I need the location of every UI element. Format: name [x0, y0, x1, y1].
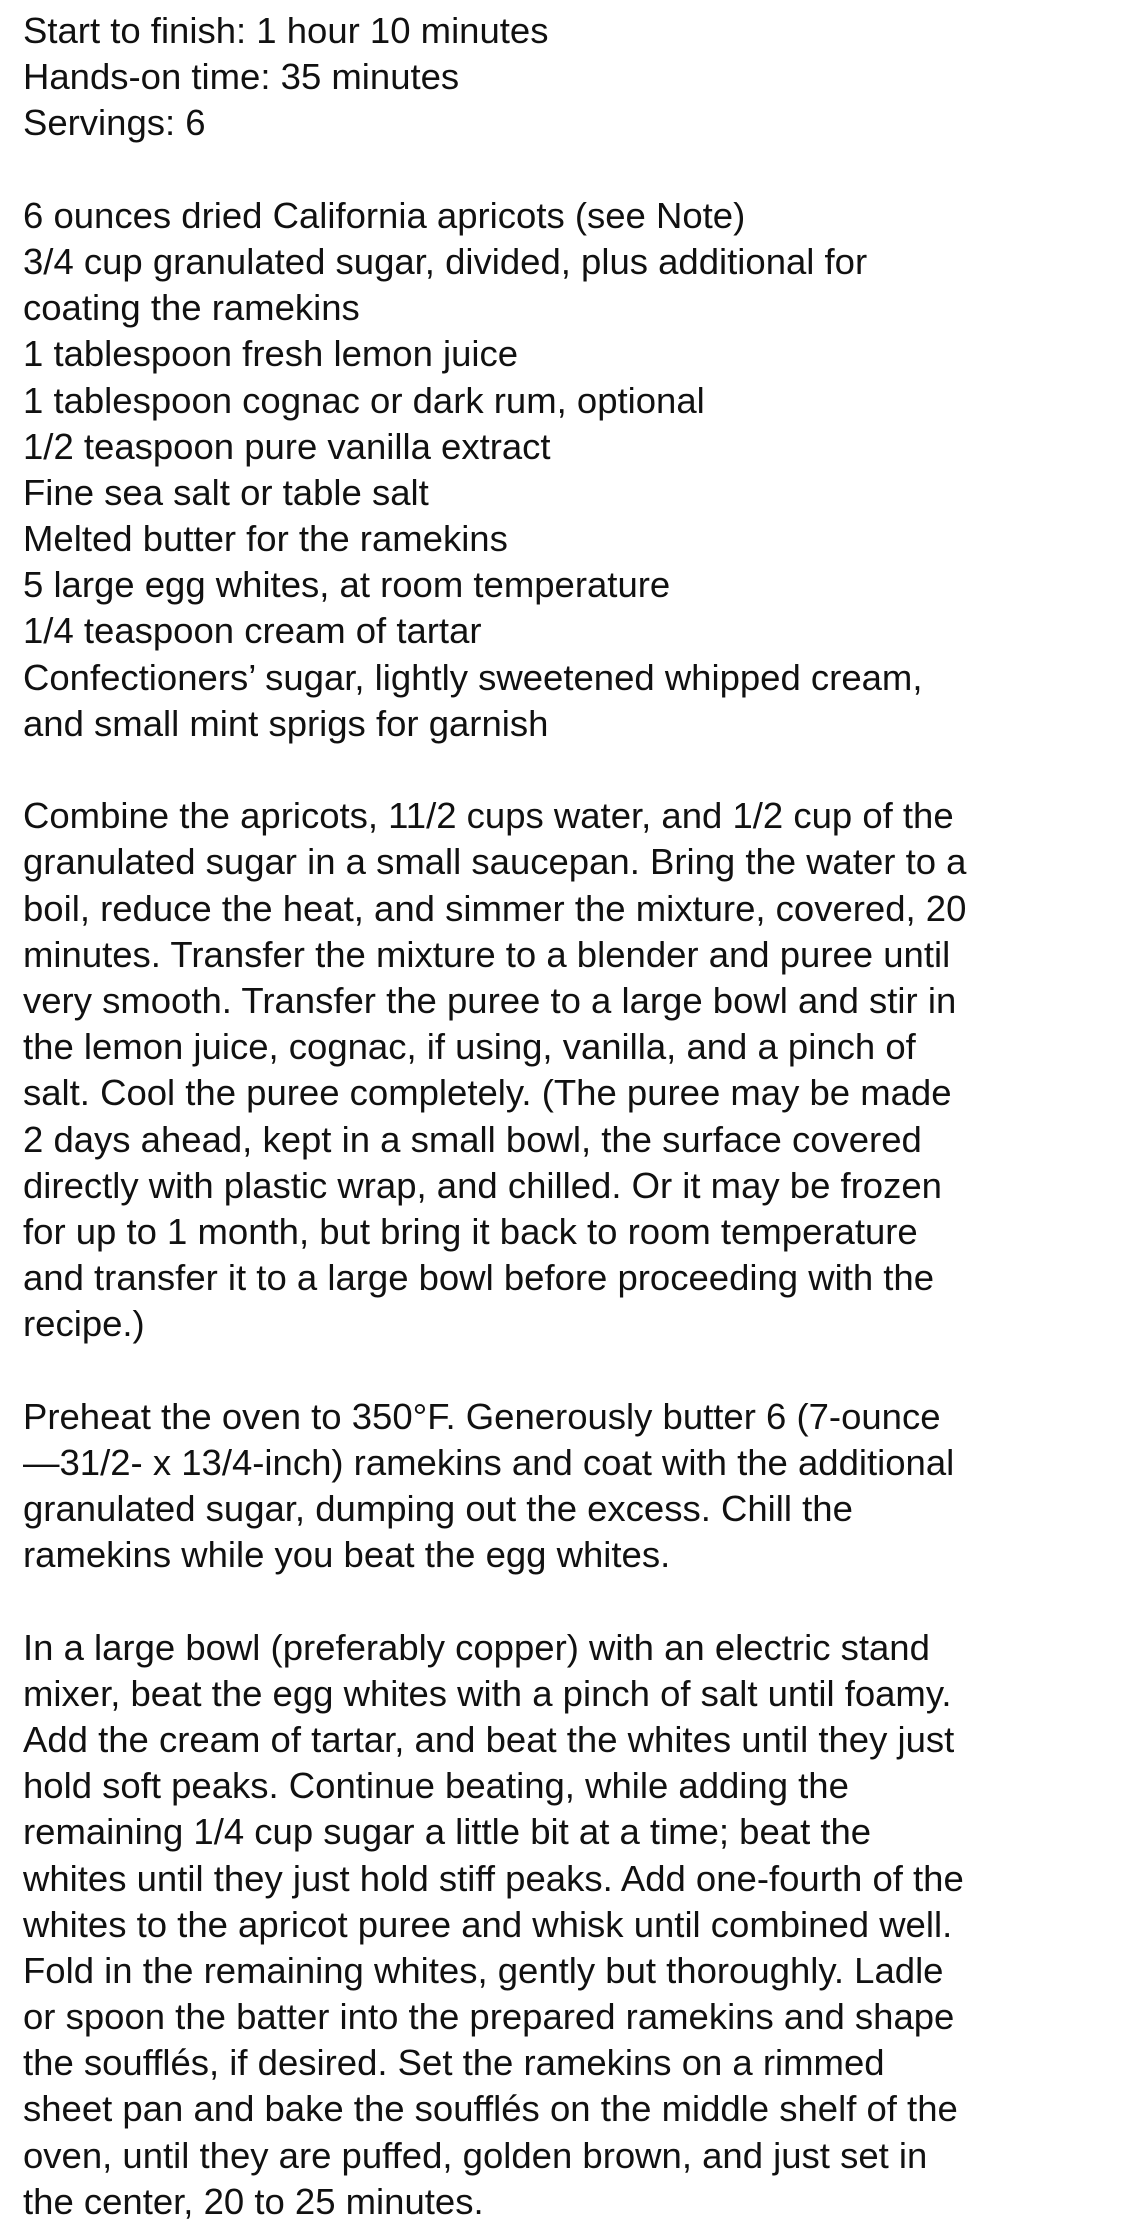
ingredient-line: coating the ramekins	[23, 287, 360, 329]
step-line: recipe.)	[23, 1303, 145, 1345]
step-line: whites to the apricot puree and whisk until combined well.	[23, 1903, 953, 1945]
step-line: —31/2- x 13/4-inch) ramekins and coat with the additional	[23, 1441, 955, 1483]
step-line: the soufflés, if desired. Set the ramekins on a rimmed	[23, 2042, 885, 2084]
step-line: and transfer it to a large bowl before proceeding with the	[23, 1257, 935, 1299]
paragraph-gap	[23, 747, 1115, 793]
start-to-finish-line: Start to finish: 1 hour 10 minutes	[23, 10, 549, 51]
ingredient-line: 3/4 cup granulated sugar, divided, plus additional for	[23, 240, 868, 282]
step-line: whites until they just hold stiff peaks. Add one-fourth of the	[23, 1857, 964, 1899]
paragraph-gap	[23, 147, 1115, 193]
step-line: In a large bowl (preferably copper) with an electric stand	[23, 1626, 930, 1668]
step-line: minutes. Transfer the mixture to a blender and puree until	[23, 933, 951, 975]
step-line: hold soft peaks. Continue beating, while adding the	[23, 1765, 849, 1807]
ingredient-list	[23, 193, 1115, 747]
ingredient-line: 1/4 teaspoon cream of tartar	[23, 610, 482, 652]
instruction-step-3	[23, 1625, 1115, 2225]
ingredient-line: Confectioners’ sugar, lightly sweetened whipped cream,	[23, 656, 923, 698]
ingredient-line: Melted butter for the ramekins	[23, 518, 508, 560]
step-line: granulated sugar, dumping out the excess. Chill the	[23, 1488, 853, 1529]
step-line: 2 days ahead, kept in a small bowl, the surface covered	[23, 1118, 922, 1160]
step-line: remaining 1/4 cup sugar a little bit at a time; beat the	[23, 1811, 872, 1853]
ingredient-line: and small mint sprigs for garnish	[23, 702, 549, 744]
step-line: mixer, beat the egg whites with a pinch of salt until foamy.	[23, 1672, 952, 1714]
ingredient-line: 5 large egg whites, at room temperature	[23, 564, 671, 606]
paragraph-gap	[23, 1578, 1115, 1624]
ingredient-line: 6 ounces dried California apricots (see Note)	[23, 194, 746, 236]
step-line: ramekins while you beat the egg whites.	[23, 1534, 671, 1576]
ingredient-line: 1 tablespoon fresh lemon juice	[23, 333, 519, 375]
step-line: directly with plastic wrap, and chilled. Or it may be frozen	[23, 1164, 942, 1206]
step-line: sheet pan and bake the soufflés on the middle shelf of the	[23, 2088, 958, 2130]
servings-line: Servings: 6	[23, 102, 206, 144]
step-line: Preheat the oven to 350°F. Generously butter 6 (7-ounce	[23, 1395, 941, 1437]
step-line: for up to 1 month, but bring it back to room temperature	[23, 1210, 918, 1252]
step-line: Combine the apricots, 11/2 cups water, and 1/2 cup of the	[23, 795, 954, 837]
step-line: Add the cream of tartar, and beat the whites until they just	[23, 1718, 955, 1760]
ingredient-line: 1/2 teaspoon pure vanilla extract	[23, 425, 551, 467]
step-line: oven, until they are puffed, golden brown, and just set in	[23, 2134, 928, 2176]
instruction-step-1	[23, 793, 1115, 1347]
step-line: the lemon juice, cognac, if using, vanilla, and a pinch of	[23, 1026, 916, 1068]
step-line: or spoon the batter into the prepared ramekins and shape	[23, 1996, 955, 2038]
step-line: granulated sugar in a small saucepan. Bring the water to a	[23, 841, 967, 883]
step-line: boil, reduce the heat, and simmer the mixture, covered, 20	[23, 887, 967, 929]
recipe-meta	[23, 8, 1115, 147]
instruction-step-2	[23, 1394, 1115, 1579]
ingredient-line: 1 tablespoon cognac or dark rum, optional	[23, 379, 705, 421]
step-line: salt. Cool the puree completely. (The puree may be made	[23, 1072, 952, 1114]
paragraph-gap	[23, 1347, 1115, 1393]
step-line: the center, 20 to 25 minutes.	[23, 2180, 484, 2222]
hands-on-time-line: Hands-on time: 35 minutes	[23, 56, 460, 98]
ingredient-line: Fine sea salt or table salt	[23, 471, 429, 513]
step-line: Fold in the remaining whites, gently but thoroughly. Ladle	[23, 1949, 944, 1991]
step-line: very smooth. Transfer the puree to a large bowl and stir in	[23, 979, 957, 1021]
